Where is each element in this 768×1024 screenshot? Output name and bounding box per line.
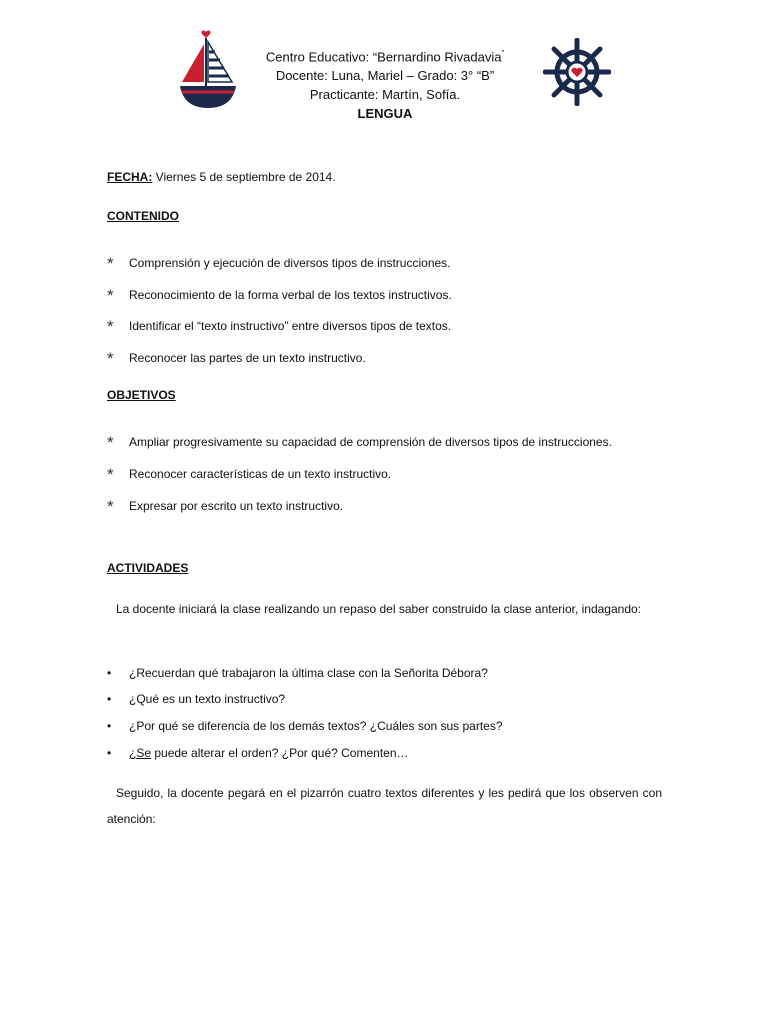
section-title-contenido: CONTENIDO <box>107 209 179 223</box>
asterisk-icon: * <box>107 465 114 484</box>
date-value: Viernes 5 de septiembre de 2014. <box>152 170 336 184</box>
list-item: * Comprensión y ejecución de diversos tipos de instrucciones. <box>107 254 451 273</box>
list-item: * Reconocer características de un texto instructivo. <box>107 465 392 484</box>
school-name: Centro Educativo: “Bernardino Rivadavia” <box>265 49 505 65</box>
list-item: * Ampliar progresivamente su capacidad de comprensión de diversos tipos de instrucciones. <box>107 433 612 452</box>
date-line <box>107 170 336 184</box>
asterisk-icon: * <box>107 497 114 516</box>
list-item: * Reconocimiento de la forma verbal de los textos instructivos. <box>107 286 452 305</box>
asterisk-icon: * <box>107 317 114 336</box>
bullet-icon: • <box>107 692 112 706</box>
section-title-actividades: ACTIVIDADES <box>107 561 189 575</box>
teacher-line: Docente: Luna, Mariel – Grado: 3° “B” <box>275 68 495 84</box>
date-label: FECHA: <box>107 170 153 184</box>
bullet-icon: • <box>107 666 112 680</box>
asterisk-icon: * <box>107 254 114 273</box>
intro-paragraph: La docente iniciará la clase realizando un repaso del saber construido la clase anterior, indagando: <box>116 602 642 616</box>
list-item: * Reconocer las partes de un texto instructivo. <box>107 349 366 368</box>
closing-paragraph: Seguido, la docente pegará en el pizarrón cuatro textos diferentes y les pedirá que los observen con atención: <box>107 786 662 826</box>
list-item: * Expresar por escrito un texto instructivo. <box>107 497 344 516</box>
asterisk-icon: * <box>107 433 114 452</box>
bullet-icon: • <box>107 746 112 760</box>
question-item: • ¿Qué es un texto instructivo? <box>107 692 286 706</box>
subject-title: LENGUA <box>357 106 413 122</box>
header-block <box>240 44 530 123</box>
question-item: • ¿Se puede alterar el orden? ¿Por qué? Comenten… <box>107 746 409 760</box>
ship-wheel-icon <box>543 38 611 106</box>
question-item: • ¿Por qué se diferencia de los demás textos? ¿Cuáles son sus partes? <box>107 719 503 733</box>
bullet-icon: • <box>107 719 112 733</box>
practicant-line: Practicante: Martín, Sofía. <box>309 87 461 103</box>
section-title-objetivos: OBJETIVOS <box>107 388 176 402</box>
sailboat-icon <box>176 28 240 110</box>
asterisk-icon: * <box>107 286 114 305</box>
asterisk-icon: * <box>107 349 114 368</box>
question-item: • ¿Recuerdan qué trabajaron la última clase con la Señorita Débora? <box>107 666 488 680</box>
list-item: * Identificar el “texto instructivo” entre diversos tipos de textos. <box>107 317 452 336</box>
